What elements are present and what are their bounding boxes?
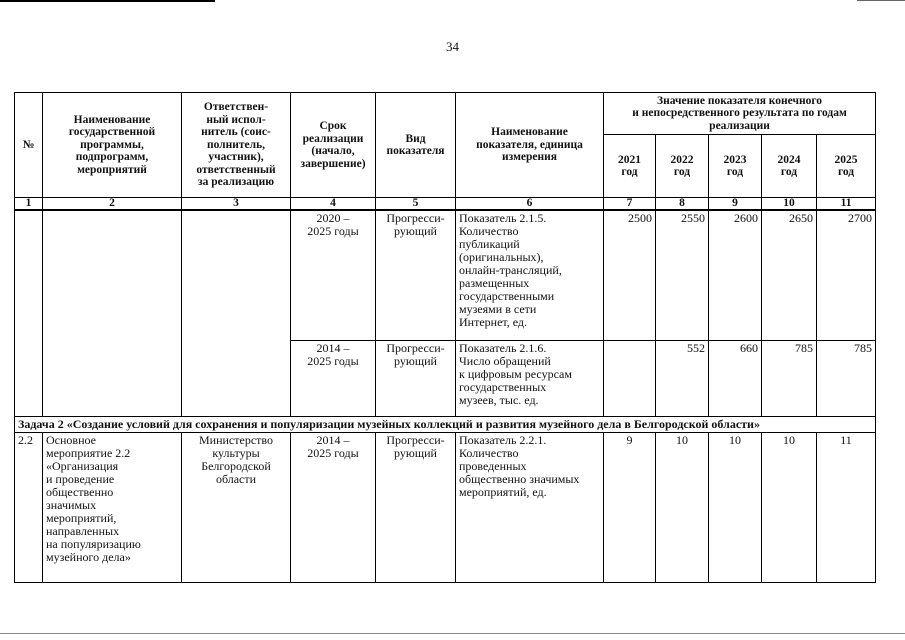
header-year-2024: 2024 год	[762, 135, 817, 198]
value-2024-cell: 2650	[762, 210, 817, 340]
header-period: Срок реализации (начало, завершение)	[291, 93, 376, 198]
column-number: 11	[817, 198, 876, 211]
column-number: 6	[456, 198, 604, 211]
top-rule	[0, 0, 215, 2]
measure-value-2021: 9	[604, 432, 656, 582]
value-2021-cell	[604, 340, 656, 416]
measure-value-2022: 10	[656, 432, 709, 582]
column-number: 1	[15, 198, 43, 211]
measure-value-2025: 11	[817, 432, 876, 582]
header-row-1	[15, 93, 876, 135]
period-cell: 2014 – 2025 годы	[291, 340, 376, 416]
value-2022-cell: 552	[656, 340, 709, 416]
table-row	[15, 210, 876, 340]
value-2021-cell: 2500	[604, 210, 656, 340]
measure-row	[15, 432, 876, 582]
column-numbers-row	[15, 198, 876, 211]
header-responsible: Ответствен- ный испол- нитель (соис- полнитель, участник), ответственный за реализацию	[182, 93, 291, 198]
period-cell: 2020 – 2025 годы	[291, 210, 376, 340]
header-year-2021: 2021 год	[604, 135, 656, 198]
indicator-type-cell: Прогресси- рующий	[376, 340, 456, 416]
empty-responsible-cell	[182, 210, 291, 416]
measure-name: Основное мероприятие 2.2 «Организация и проведение общественно значимых мероприятий, направленных на популяризацию музейного дела»	[43, 432, 182, 582]
measure-indicator-name: Показатель 2.2.1. Количество проведенных общественно значимых мероприятий, ед.	[456, 432, 604, 582]
indicator-name-cell: Показатель 2.1.5. Количество публикаций (оригинальных), онлайн-трансляций, размещенных государственными музеями в сети Интернет, ед.	[456, 210, 604, 340]
column-number: 3	[182, 198, 291, 211]
header-indicator-name: Наименование показателя, единица измерения	[456, 93, 604, 198]
indicator-name-cell: Показатель 2.1.6. Число обращений к цифровым ресурсам государственных музеев, тыс. ед.	[456, 340, 604, 416]
top-rule-right	[857, 0, 905, 1]
empty-number-cell	[15, 210, 43, 416]
value-2023-cell: 2600	[709, 210, 762, 340]
measure-value-2024: 10	[762, 432, 817, 582]
value-2024-cell: 785	[762, 340, 817, 416]
header-year-2022: 2022 год	[656, 135, 709, 198]
program-table	[14, 92, 876, 583]
measure-period: 2014 – 2025 годы	[291, 432, 376, 582]
column-number: 5	[376, 198, 456, 211]
value-2022-cell: 2550	[656, 210, 709, 340]
indicator-type-cell: Прогресси- рующий	[376, 210, 456, 340]
column-number: 10	[762, 198, 817, 211]
column-number: 4	[291, 198, 376, 211]
empty-name-cell	[43, 210, 182, 416]
value-2025-cell: 785	[817, 340, 876, 416]
task-row	[15, 416, 876, 432]
header-year-2023: 2023 год	[709, 135, 762, 198]
value-2025-cell: 2700	[817, 210, 876, 340]
page-number: 34	[446, 39, 459, 54]
measure-number: 2.2	[15, 432, 43, 582]
header-number: №	[15, 93, 43, 198]
column-number: 9	[709, 198, 762, 211]
value-2023-cell: 660	[709, 340, 762, 416]
header-program-name: Наименование государственной программы, подпрограмм, мероприятий	[43, 93, 182, 198]
measure-indicator-type: Прогресси- рующий	[376, 432, 456, 582]
measure-responsible: Министерство культуры Белгородской области	[182, 432, 291, 582]
column-number: 2	[43, 198, 182, 211]
column-number: 7	[604, 198, 656, 211]
measure-value-2023: 10	[709, 432, 762, 582]
task-heading: Задача 2 «Создание условий для сохранения и популяризации музейных коллекций и развития музейного дела в Белгородской области»	[15, 416, 876, 432]
column-number: 8	[656, 198, 709, 211]
header-indicator-type: Вид показателя	[376, 93, 456, 198]
header-values-by-year: Значение показателя конечного и непосредственного результата по годам реализации	[604, 93, 876, 135]
bottom-rule	[0, 633, 905, 634]
header-year-2025: 2025 год	[817, 135, 876, 198]
